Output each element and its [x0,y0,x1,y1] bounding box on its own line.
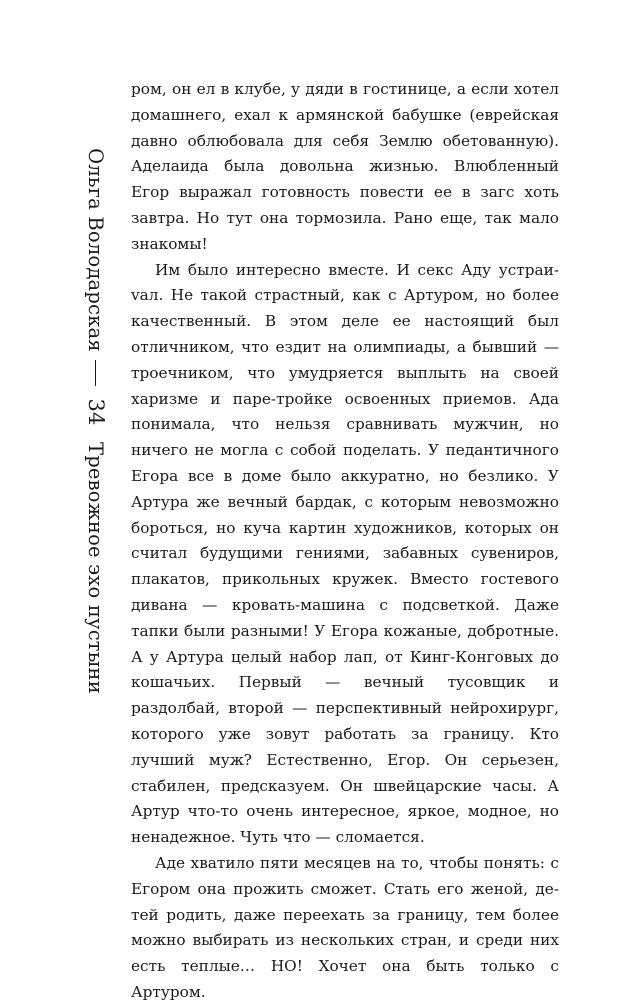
author-name: Ольга Володарская [84,148,108,352]
running-header-line [66,140,126,760]
page-number: 34 [84,398,108,426]
book-title: Тревожное эхо пустыни [84,442,108,694]
paragraph-3: Аде хватило пяти месяцев на то, чтобы понять: с Егором она прожить сможет. Стать его женой, детей родить, даже переехать за границу, тем более можно выбирать из нескольких стран, и среди них есть теплые… НО! Хочет она быть только с Артуром. [131,853,559,1001]
running-header [66,140,126,760]
body-text [131,77,559,1006]
paragraph-2: Им было интересно вместе. И секс Аду устраиvал. Не такой страстный, как с Артуром, но более качественный. В этом деле ее настоящий был отличником, что ездит на олимпиады, а бывший — троечником, что умудряется выплыть на своей харизме и паре-тройке освоенных приемов. Ада понимала, что нельзя сравнивать мужчин, но ничего не могла с собой поделать. У педантичного Егора все в доме было аккуратно, но безлико. У Артура же вечный бардак, с которым невозможно бороться, но куча картин художников, которых он считал будущими гениями, забавных сувениров, плакатов, прикольных кружек. Вместо гостевого дивана — кровать-машина с подсветкой. Даже тапки были разными! У Егора кожаные, добротные. А у Артура целый набор лап, от Кинг-Конговых до кошачьих. Первый — вечный тусовщик и раздолбай, второй — перспективный нейрохирург, которого уже зовут работать за границу. Кто лучший муж? Естественно, Егор. Он серьезен, стабилен, предсказуем. Он швейцарские часы. А Артур что-то очень интересное, яркое, модное, но ненадежное. Чуть что — сломается. [131,260,559,847]
header-divider [96,360,97,386]
paragraph-1: ром, он ел в клубе, у дяди в гостинице, а если хотел домашнего, ехал к армянской бабушке (еврейская давно облюбовала для себя Землю обетованную). Аделаида была довольна жизнью. Влюбленный Егор выражал готовность повести ее в загс хоть завтра. Но тут она тормозила. Рано еще, так мало знакомы! [131,80,559,253]
